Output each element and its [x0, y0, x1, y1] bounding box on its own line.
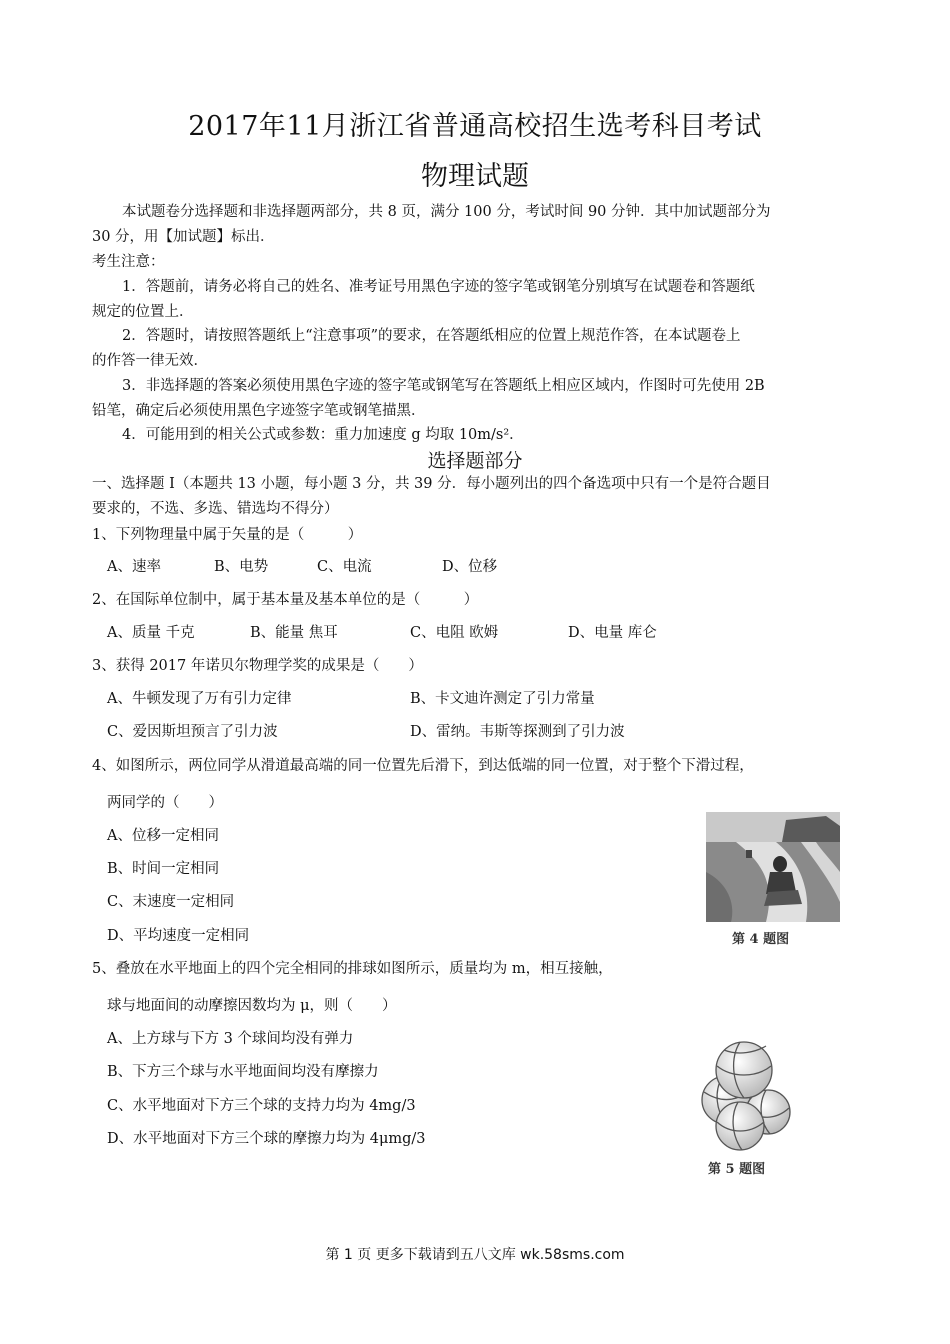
- q5-option-d: D、水平地面对下方三个球的摩擦力均为 4μmg/3: [107, 1131, 426, 1147]
- q4-option-c: C、末速度一定相同: [107, 894, 235, 910]
- q5-figure-caption: 第 5 题图: [708, 1162, 766, 1177]
- q4-stem-b: 两同学的（ ）: [107, 795, 223, 811]
- q1-option-d: D、位移: [442, 559, 498, 575]
- q3-option-c: C、爱因斯坦预言了引力波: [107, 724, 278, 740]
- q5-option-c: C、水平地面对下方三个球的支持力均为 4mg/3: [107, 1098, 416, 1114]
- volleyballs-figure: [694, 1030, 794, 1154]
- slide-photo: [706, 812, 840, 922]
- q3-option-d: D、雷纳。韦斯等探测到了引力波: [410, 724, 625, 740]
- note-1-line-b: 规定的位置上．: [92, 304, 194, 320]
- note-3-line-a: 3．非选择题的答案必须使用黑色字迹的签字笔或钢笔写在答题纸上相应区域内，作图时可先使用 2B: [122, 378, 765, 394]
- q3-option-a: A、牛顿发现了万有引力定律: [107, 691, 292, 707]
- note-1-line-a: 1．答题前，请务必将自己的姓名、准考证号用黑色字迹的签字笔或钢笔分别填写在试题卷和答题纸: [122, 279, 755, 295]
- intro-line-1: 本试题卷分选择题和非选择题两部分，共 8 页，满分 100 分，考试时间 90 分钟．其中加试题部分为: [122, 204, 771, 220]
- q1-stem: 1、下列物理量中属于矢量的是（ ）: [92, 527, 363, 543]
- exam-title: 2017年11月浙江省普通高校招生选考科目考试: [188, 111, 762, 142]
- q4-figure-caption: 第 4 题图: [732, 932, 790, 947]
- q5-stem-a: 5、叠放在水平地面上的四个完全相同的排球如图所示，质量均为 m，相互接触，: [92, 961, 613, 977]
- q4-stem-a: 4、如图所示，两位同学从滑道最高端的同一位置先后滑下，到达低端的同一位置，对于整个下滑过程，: [92, 758, 754, 774]
- q1-option-c: C、电流: [317, 559, 372, 575]
- q1-option-a: A、速率: [107, 559, 161, 575]
- q2-option-c: C、电阻 欧姆: [410, 625, 499, 641]
- note-2-line-b: 的作答一律无效．: [92, 353, 208, 369]
- exam-subtitle: 物理试题: [421, 161, 529, 192]
- notice-label: 考生注意：: [92, 254, 165, 270]
- q1-option-b: B、电势: [214, 559, 269, 575]
- section-desc-a: 一、选择题 Ⅰ（本题共 13 小题，每小题 3 分，共 39 分．每小题列出的四个备选项中只有一个是符合题目: [92, 476, 771, 492]
- q3-option-b: B、卡文迪许测定了引力常量: [410, 691, 595, 707]
- intro-line-2: 30 分，用【加试题】标出．: [92, 229, 275, 245]
- q3-stem: 3、获得 2017 年诺贝尔物理学奖的成果是（ ）: [92, 658, 423, 674]
- q2-option-b: B、能量 焦耳: [250, 625, 338, 641]
- note-4: 4．可能用到的相关公式或参数：重力加速度 g 均取 10m/s²．: [122, 427, 524, 443]
- q5-option-a: A、上方球与下方 3 个球间均没有弹力: [107, 1031, 354, 1047]
- page-footer: 第 1 页 更多下载请到五八文库 wk.58sms.com: [325, 1247, 625, 1263]
- section-title: 选择题部分: [427, 450, 523, 472]
- q2-option-d: D、电量 库仑: [568, 625, 657, 641]
- section-desc-b: 要求的，不选、多选、错选均不得分）: [92, 501, 339, 517]
- q5-option-b: B、下方三个球与水平地面间均没有摩擦力: [107, 1064, 379, 1080]
- q4-option-d: D、平均速度一定相同: [107, 928, 250, 944]
- note-3-line-b: 铅笔，确定后必须使用黑色字迹签字笔或钢笔描黑．: [92, 403, 426, 419]
- q4-option-b: B、时间一定相同: [107, 861, 220, 877]
- q5-stem-b: 球与地面间的动摩擦因数均为 μ，则（ ）: [107, 998, 397, 1014]
- q4-option-a: A、位移一定相同: [107, 828, 219, 844]
- q2-stem: 2、在国际单位制中，属于基本量及基本单位的是（ ）: [92, 592, 479, 608]
- q2-option-a: A、质量 千克: [107, 625, 195, 641]
- note-2-line-a: 2．答题时，请按照答题纸上“注意事项”的要求，在答题纸相应的位置上规范作答，在本试题卷上: [122, 328, 741, 344]
